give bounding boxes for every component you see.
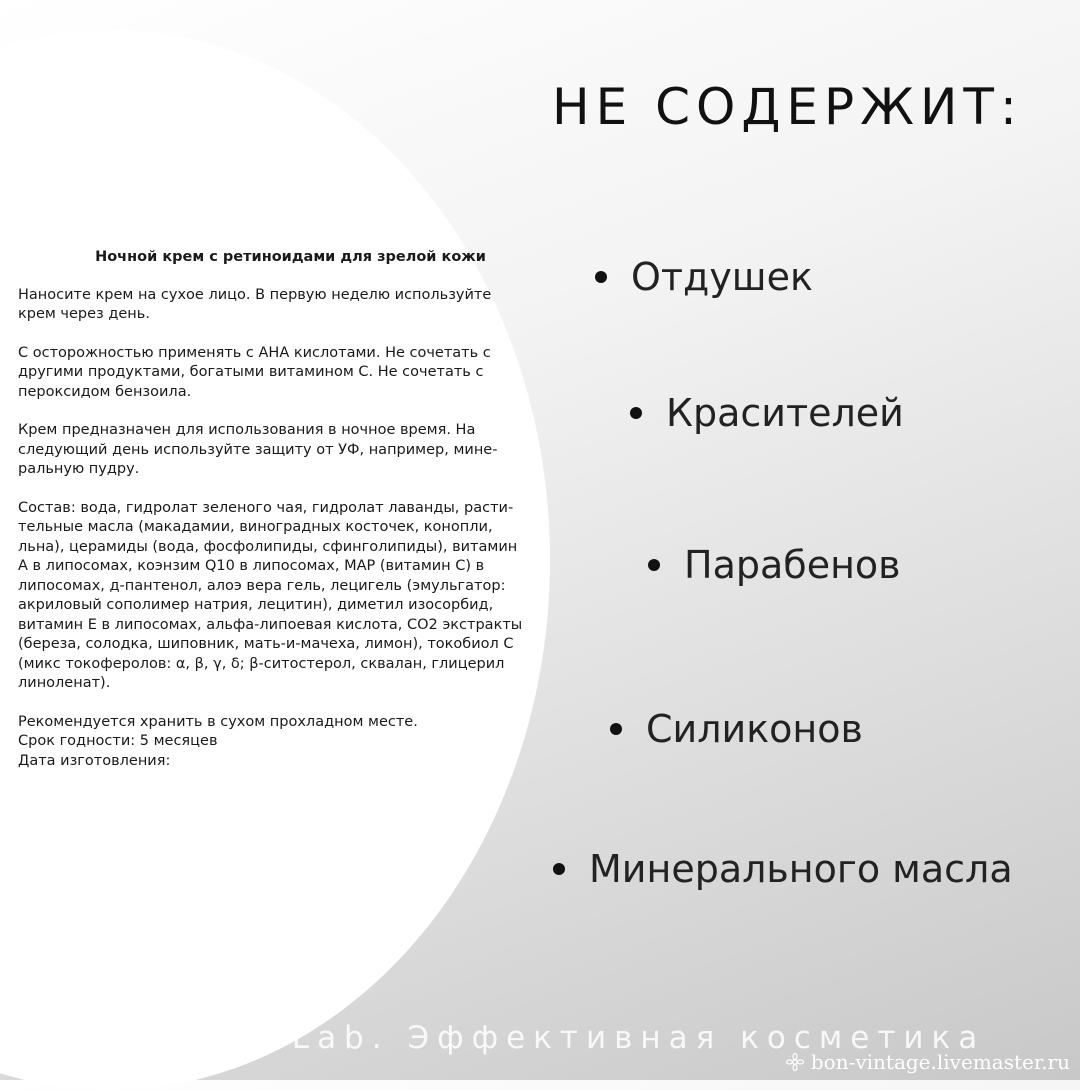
bullet-dot-icon (610, 723, 622, 735)
list-item-label: Парабенов (684, 543, 901, 587)
description-line: следующий день используйте защиту от УФ, например, мине- (18, 441, 498, 458)
description-paragraph (18, 713, 538, 772)
description-line: (береза, солодка, шиповник, мать-и-мачеха, лимон), токобиол С (18, 636, 514, 652)
description-paragraph (18, 286, 538, 325)
description-line: ральную пудру. (18, 461, 140, 477)
description-line: акриловый сополимер натрия, лецитин), диметил изосорбид, (18, 597, 494, 613)
description-line: крем через день. (18, 306, 150, 322)
description-paragraph (18, 499, 538, 694)
list-item-dyes (630, 391, 904, 435)
description-line: пероксидом бензоила. (18, 383, 192, 400)
description-line: Рекомендуется хранить в сухом прохладном месте. (18, 713, 418, 730)
product-description (18, 248, 538, 790)
list-item-mineral-oil (553, 847, 1013, 891)
description-line: липосомах, д-пантенол, алоэ вера гель, лецигель (эмульгатор: (18, 577, 506, 594)
description-line: Дата изготовления: (18, 752, 171, 769)
bullet-dot-icon (648, 559, 660, 571)
list-item-silicones (610, 707, 863, 751)
flower-icon (785, 1052, 805, 1072)
bullet-dot-icon (595, 271, 607, 283)
description-line: (микс токоферолов: α, β, γ, δ; β-ситостерол, сквалан, глицерил (18, 655, 505, 672)
description-line: Срок годности: 5 месяцев (18, 733, 218, 749)
description-line: линоленат). (18, 675, 111, 691)
list-item-label: Отдушек (631, 255, 813, 299)
description-line: Крем предназначен для использования в ночное время. На (18, 422, 476, 438)
list-item-label: Минерального масла (589, 847, 1013, 891)
list-item-fragrance (595, 255, 813, 299)
description-line: витамин Е в липосомах, альфа-липоевая кислота, СО2 экстракты (18, 616, 523, 633)
description-line: А в липосомах, коэнзим Q10 в липосомах, MAP (витамин С) в (18, 558, 485, 574)
product-title: Ночной крем с ретиноидами для зрелой кожи (95, 249, 486, 265)
heading-not-contains: НЕ СОДЕРЖИТ: (552, 78, 1023, 136)
bullet-dot-icon (630, 407, 642, 419)
list-item-parabens (648, 543, 901, 587)
description-line: тельные масла (макадамии, виноградных косточек, конопли, (18, 519, 493, 535)
description-line: льна), церамиды (вода, фосфолипиды, сфинголипиды), витамин (18, 538, 518, 555)
bullet-dot-icon (553, 863, 565, 875)
list-item-label: Силиконов (646, 707, 863, 751)
description-line: Наносите крем на сухое лицо. В первую неделю используйте (18, 286, 492, 303)
description-paragraph (18, 344, 538, 403)
description-paragraphs (18, 286, 538, 772)
description-line: Состав: вода, гидролат зеленого чая, гидролат лаванды, расти- (18, 499, 514, 516)
brand-footer: v.Lab. Эффективная косметика (250, 1020, 986, 1056)
watermark (785, 1050, 1070, 1074)
description-paragraph (18, 421, 538, 480)
list-item-label: Красителей (666, 391, 904, 435)
watermark-text: bon-vintage.livemaster.ru (810, 1050, 1070, 1074)
description-line: С осторожностью применять с АНА кислотами. Не сочетать с (18, 344, 491, 361)
description-line: другими продуктами, богатыми витамином С. Не сочетать с (18, 364, 484, 380)
